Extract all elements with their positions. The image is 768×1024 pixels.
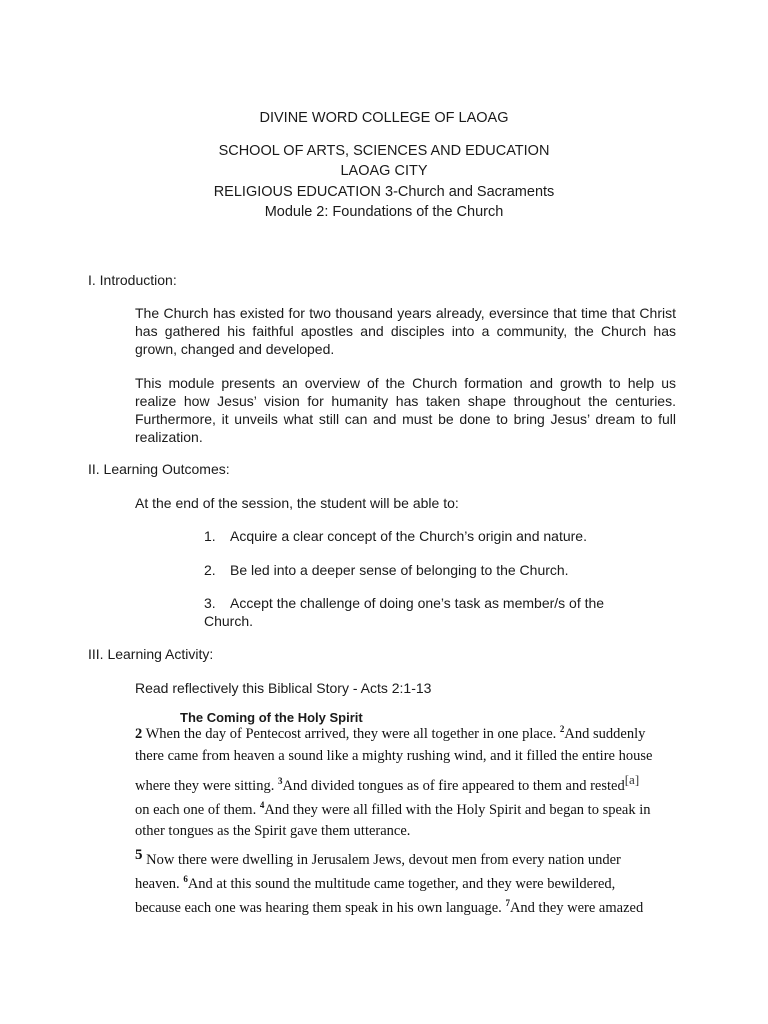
scripture-line	[135, 823, 680, 840]
verse-number: 2	[135, 726, 143, 742]
scripture-line	[135, 748, 680, 765]
outcomes-lead: At the end of the session, the student will be able to:	[135, 495, 459, 511]
outcome-number: 2.	[204, 562, 216, 578]
intro-paragraph-1: The Church has existed for two thousand years already, eversince that time that Christ has gathered his faithful apostles and disciples into a community, the Church has grown, changed and developed.	[135, 305, 676, 357]
course-title: RELIGIOUS EDUCATION 3-Church and Sacraments	[213, 184, 555, 200]
outcome-text: Accept the challenge of doing one’s task as member/s of the	[230, 595, 605, 611]
scripture-text: on each one of them.	[135, 802, 257, 818]
outcome-number: 1.	[204, 528, 216, 544]
verse-number: 3	[277, 776, 283, 786]
outcome-text: Be led into a deeper sense of belonging to the Church.	[230, 562, 569, 578]
scripture-line	[135, 772, 680, 795]
school-name: SCHOOL OF ARTS, SCIENCES AND EDUCATION	[218, 143, 550, 159]
intro-paragraph-2: This module presents an overview of the Church formation and growth to help us realize how Jesus’ vision for humanity has taken shape throughout the centuries. Furthermore, it unveils what still can and must be done to bring Jesus’ dream to full realization.	[135, 375, 676, 445]
college-name: DIVINE WORD COLLEGE OF LAOAG	[259, 110, 509, 126]
activity-heading: III. Learning Activity:	[88, 646, 214, 662]
verse-number: 7	[505, 898, 510, 908]
scripture-text: When the day of Pentecost arrived, they were all together in one place.	[145, 726, 557, 742]
scripture-text: there came from heaven a sound like a mighty rushing wind, and it filled the entire house	[135, 748, 653, 764]
scripture-text: And at this sound the multitude came together, and they were bewildered,	[187, 876, 616, 892]
outcomes-heading: II. Learning Outcomes:	[88, 461, 230, 477]
footnote-marker[interactable]: [a]	[624, 772, 640, 787]
scripture-line	[135, 802, 680, 819]
verse-number: 2	[559, 724, 565, 734]
scripture-text: where they were sitting.	[135, 778, 275, 794]
verse-number: 6	[183, 874, 188, 884]
verse-number: 5	[135, 847, 143, 863]
story-title: The Coming of the Holy Spirit	[180, 710, 363, 725]
scripture-text: And they were amazed	[509, 900, 644, 916]
scripture-text: Now there were dwelling in Jerusalem Jews, devout men from every nation under	[146, 852, 621, 868]
scripture-text: heaven.	[135, 876, 180, 892]
scripture-text: because each one was hearing them speak in his own language.	[135, 900, 502, 916]
activity-instruction: Read reflectively this Biblical Story - Acts 2:1-13	[135, 680, 432, 696]
scripture-text: And they were all filled with the Holy Spirit and began to speak in	[264, 802, 651, 818]
scripture-text: other tongues as the Spirit gave them utterance.	[135, 823, 411, 839]
scripture-line	[135, 847, 680, 869]
scripture-line	[135, 726, 680, 743]
outcome-text-continued: Church.	[204, 613, 254, 629]
module-title: Module 2: Foundations of the Church	[264, 204, 504, 220]
outcome-text: Acquire a clear concept of the Church’s origin and nature.	[230, 528, 587, 544]
city-name: LAOAG CITY	[340, 163, 428, 179]
outcome-number: 3.	[204, 595, 216, 611]
scripture-line	[135, 876, 680, 893]
verse-number: 4	[259, 800, 265, 810]
scripture-text: And suddenly	[564, 726, 646, 742]
intro-heading: I. Introduction:	[88, 272, 177, 288]
outcome-item-3	[204, 594, 604, 630]
scripture-line	[135, 900, 680, 917]
outcome-item-1	[204, 527, 587, 545]
outcome-item-2	[204, 561, 569, 579]
scripture-text: And divided tongues as of fire appeared to them and rested	[282, 778, 625, 794]
